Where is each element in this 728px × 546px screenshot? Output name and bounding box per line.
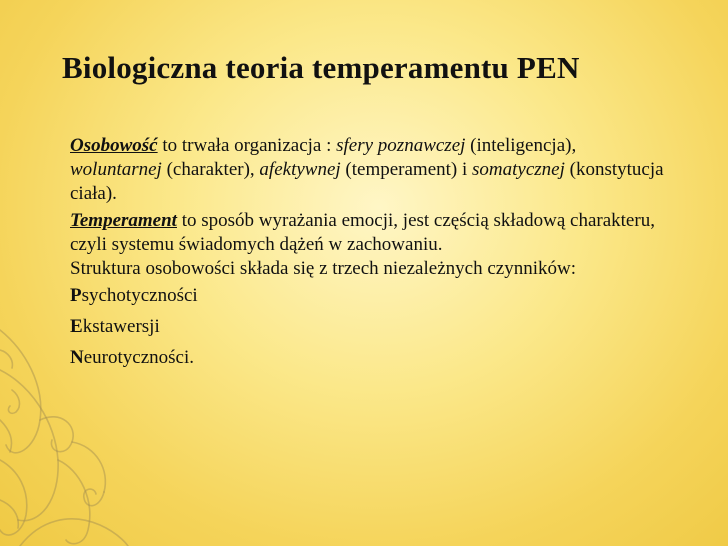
text-segment: to trwała organizacja : xyxy=(162,135,332,156)
text-segment: (konstytucja ciała). xyxy=(70,159,664,204)
list-item xyxy=(70,346,670,370)
slide-title: Biologiczna teoria temperamentu PEN xyxy=(62,50,580,85)
list-item xyxy=(70,284,670,308)
text-segment: (temperament) i xyxy=(345,159,468,180)
slide-body xyxy=(70,134,670,377)
factor-initial: P xyxy=(70,285,82,306)
term-cognitive: sfery poznawczej xyxy=(336,135,466,156)
factor-list xyxy=(70,284,670,370)
factor-initial: N xyxy=(70,347,84,368)
keyword-temperament: Temperament xyxy=(70,210,177,231)
term-volitional: woluntarnej xyxy=(70,159,162,180)
definition-personality xyxy=(70,134,670,206)
text-segment: to sposób wyrażania emocji, jest częścią składową charakteru, czyli systemu świadomych dążeń w zachowaniu. xyxy=(70,210,655,255)
text-segment: (inteligencja), xyxy=(470,135,577,156)
factor-rest: eurotyczności. xyxy=(83,347,194,368)
factor-rest: sychotyczności xyxy=(81,285,198,306)
list-item xyxy=(70,315,670,339)
factor-initial: E xyxy=(70,316,83,337)
factor-rest: kstawersji xyxy=(82,316,160,337)
structure-intro: Struktura osobowości składa się z trzech niezależnych czynników: xyxy=(70,258,576,279)
keyword-personality: Osobowość xyxy=(70,135,158,156)
text-segment: (charakter), xyxy=(166,159,255,180)
definition-temperament xyxy=(70,209,670,257)
term-affective: afektywnej xyxy=(259,159,341,180)
term-somatic: somatycznej xyxy=(472,159,565,180)
